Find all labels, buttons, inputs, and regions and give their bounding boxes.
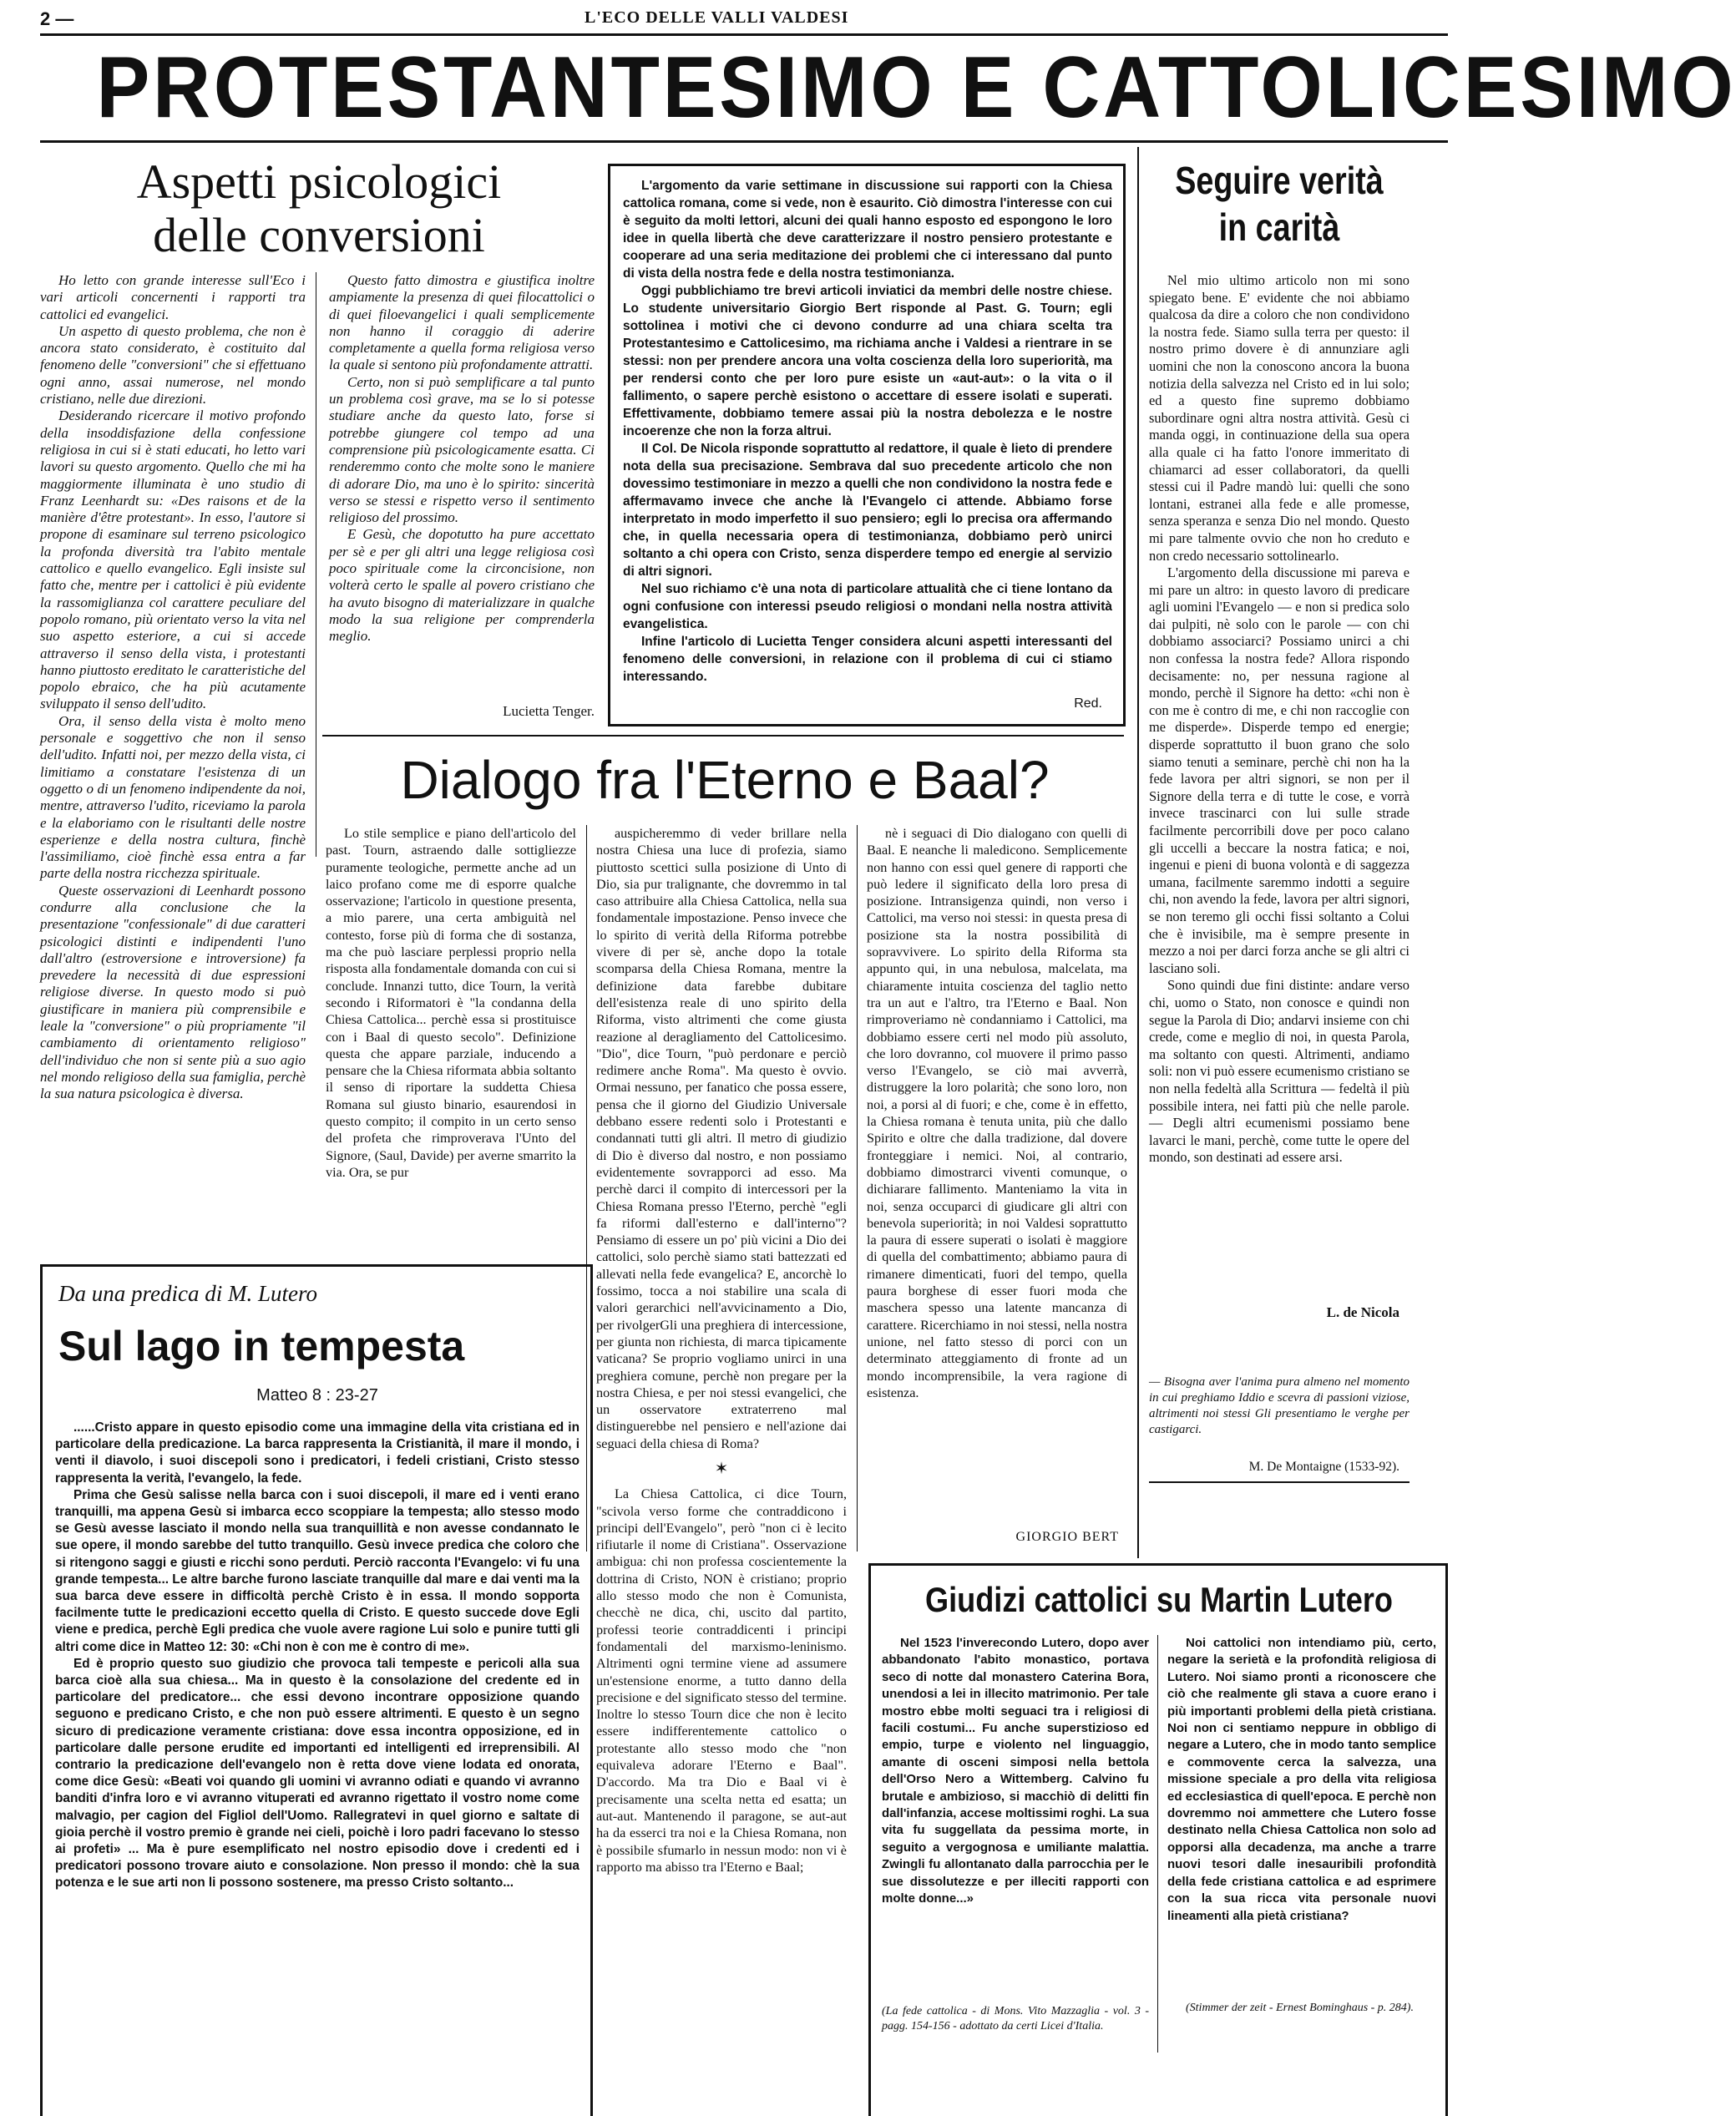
luther-title: Giudizi cattolici su Martin Lutero — [925, 1580, 1393, 1619]
paragraph: L'argomento della discussione mi pareva e mi pare un altro: in questo lavoro di predicare agli uomini l'Evangelo — e non si predica solo dai pulpiti, nè solo con le parole — con chi dobbiamo associarci? Possiamo unirci a chi non confessa la nostra fede? Allora rispondo decisamente: no, per nessuna ragione al mondo, perchè il Signore ha detto: «chi non è con me è contro di me, e chi non raccoglie con me disperde». Disperde tempo ed energie; disperde soprattutto il buon grano che solo siamo tenuti a seminare, perchè chi non ha la fede lavora per altri signori, se non per il Signore della terra e di tutte le cose, e vorrà invece trascinarci con lui sulle strade facilmente percorribili dove per poco calano gli uccelli a beccare la nostra fatica; e noi, ingenui e pieni di buona volontà e di saggezza umana, facilmente saremmo indotti a seguire chi, non avendo la fede, lavora per altri signori, se non teremo gli occhi fissi soltanto a Colui che è invisibile, ma è sempre presente in mezzo a noi per darci forza anche se gli altri ci lasciano soli. — [1149, 564, 1410, 976]
sermon-reference: Matteo 8 : 23-27 — [256, 1386, 378, 1405]
paragraph: Certo, non si può semplificare a tal punto un problema così grave, ma se lo si potesse studiare anche da questo lato, forse si potrebbe giungere col tempo ad una comprensione più psicologicamente esatta. Ci renderemmo conto che molte sono le maniere di adorare Dio, ma uno è lo spirito: sincerità verso se stessi e rispetto verso il sentimento religioso del prossimo. — [329, 373, 595, 526]
title-line-1: Seguire verità — [1175, 159, 1384, 202]
quote-rule — [1149, 1481, 1410, 1483]
paragraph: auspicheremmo di veder brillare nella nostra Chiesa una luce di profezia, siamo piuttosto scettici sulla posizione di Unto di Dio, sia pur tralignante, che dovremmo in tal caso attribuire alla Chiesa Cattolica, nella sua fondamentale impostazione. Penso invece che lo spirito di verità della Riforma potrebbe vivere di per sè, anche dopo la totale scomparsa della Chiesa Romana, mentre la definizione data farebbe dubitare dell'esistenza reale di uno spirito della Riforma, visto altrimenti che come giusta reazione al deragliamento del Cattolicesimo. "Dio", dice Tourn, "può perdonare e perciò redimere anche Roma". Ma questo è ovvio. Ormai nessuno, per fanatico che possa essere, pensa che il giorno del Giudizio Universale debbano essere redenti solo i Protestanti e condannati tutti gli altri. Il metro di giudizio di Dio è diverso dal nostro, e non possiamo evidentemente sovrapporci ad esso. Ma perchè darci il compito di intercessori per la Chiesa Romana presso l'Eterno, perchè "egli fa riformi dall'esterno e dall'interno"? Pensiamo di essere un po' più vicini a Dio dei cattolici, solo perchè siamo stati battezzati ed allevati nella fede evangelica? E, ancorchè lo fossimo, tocca a noi stabilire una scala di valori gerarchici nell'avvicinamento a Dio, per rivolgerGli una preghiera di intercessione, per giunta non richiesta, di marca tipicamente vaticana? Se proprio vogliamo unirci in una preghiera comune, perchè non pregare per la nostra Chiesa, e per noi stessi evangelici, che un osservatore extraterreno mal distinguerebbe nel pensiero e nell'azione dai seguaci della chiesa di Roma? — [596, 826, 847, 1451]
headline-rule — [40, 140, 1448, 143]
paragraph: Oggi pubblichiamo tre brevi articoli inviatici da membri delle nostre chiese. Lo studente universitario Giorgio Bert risponde al Past. G. Tourn; egli sottolinea i motivi che ci devono condurre ad una chiara scelta tra Protestantesimo e Cattolicesimo, ma richiama anche i Valdesi a rientrare in se stessi: non per prendere ancora una volta coscienza della loro superiorità, ma per rendersi conto che per loro pure esiste un «aut-aut»: o la vita o il fallimento, o sapere perchè esistono o accettare di essere isolati e superati. Effettivamente, dobbiamo temere assai più la nostra debolezza e le nostre incoerenze che non la forza altrui. — [623, 284, 1112, 438]
paragraph: Un aspetto di questo problema, che non è ancora stato considerato, è costituito dal fenomeno delle "conversioni" che si effettuano ogni anno, assai numerose, nel mondo cristiano, nelle due direzioni. — [40, 322, 306, 408]
page-number: 2 — — [40, 8, 74, 29]
sermon-title: Sul lago in tempesta — [58, 1323, 465, 1369]
paragraph: Sono quindi due fini distinte: andare verso chi, uomo o Stato, non conosce e quindi non segue la Parola di Dio; andarvi insieme con chi crede, come e meglio di noi, in questa Parola, ma soltanto con questi. Altrimenti, andiamo soli: non vi può essere ecumenismo cristiano se non nella fedeltà alla Scrittura — fedeltà il più possibile intera, nei fatti più che nelle parole. — Degli altri ecumenismi possiamo bene lavarci le mani, perchè, come tutte le opere del mondo, son destinati ad essere arsi. — [1149, 977, 1410, 1166]
article-psychology-title — [40, 155, 598, 262]
paragraph: Infine l'articolo di Lucietta Tenger considera alcuni aspetti interessanti del fenomeno delle conversioni, in relazione con il problema di cui ci stiamo interessando. — [623, 635, 1112, 684]
paragraph: Il Col. De Nicola risponde soprattutto al redattore, il quale è lieto di prendere nota della sua precisazione. Sembrava dal suo precedente articolo che non dovessimo testimoniare in mezzo a quelli che non condividono la nostra fede e affermavamo invece che anche là l'Evangelo ci attende. Abbiamo forse interpretato in modo imperfetto il suo pensiero; egli lo precisa ora affermando che, in quella necessaria opera di testimonianza, dobbiamo però unirci soltanto a chi opera con Cristo, senza disperdere tempo ed energie al servizio di altri signori. — [623, 442, 1112, 579]
luther-col1 — [882, 1635, 1149, 1999]
separator-asterisk: ✶ — [714, 1459, 729, 1478]
main-headline: PROTESTANTESIMO E CATTOLICESIMO — [96, 39, 1736, 136]
article-dialog-col3 — [867, 825, 1127, 1503]
column-divider — [1157, 1635, 1158, 2053]
paragraph: Questo fatto dimostra e giustifica inoltre ampiamente la presenza di quei filocattolici o di quei filoevangelici i quali semplicemente non hanno il coraggio di aderire completamente a quella forma religiosa verso la quale si sentono più profondamente attratti. — [329, 272, 595, 373]
article-truth-body — [1149, 272, 1410, 1298]
paragraph: nè i seguaci di Dio dialogano con quelli di Baal. E neanche li maledicono. Semplicemente non hanno con essi quel genere di rapporti che può ledere il significato della loro presa di posizione. Intransigenza quindi, non verso i Cattolici, ma verso noi stessi: in questa presa di posizione sta la nostra possibilità di sopravvivere. Lo spirito della Riforma sta appunto qui, in una nebulosa, malcelata, ma chiaramente intuita coscienza del taglio netto tra un aut e l'altro, tra l'Eterno e Baal. Non rimproveriamo nè condanniamo i Cattolici, ma dobbiamo essere certi nel modo più assoluto, che loro dovranno, col muovere il primo passo verso l'Evangelo, se ciò mai avverrà, distruggere la loro polarità; che sono loro, non noi, a porsi al di fuori; e che, come è in effetto, la Chiesa romana è tenuta unita, più che dallo Spirito e oltre che dalla tradizione, dal dovere fronteggiare i nemici. Noi, al contrario, dobbiamo dimostrarci viventi comunque, o dichiarare fallimento. Manteniamo la vita in noi, senza occuparci di giudicare gli altri con benevola superiorità; in noi Valdesi soprattutto la paura di essere superati o isolati è maggiore di quella del combattimento; abbiamo paura di rimanere dimenticati, fuori del tempo, quella paura borghese di esser fuori moda che maschera spesso una latente mancanza di carattere. Ricerchiamo in noi stessi, nella nostra unione, nel fatto stesso di porci con un determinato atteggiamento di fronte ad un mondo incomprensibile, la vera ragione di esistenza. — [867, 826, 1127, 1400]
paragraph: Nel 1523 l'inverecondo Lutero, dopo aver abbandonato l'abito monastico, portava seco di notte dal monastero Caterina Bora, unendosi a lei in illecito matrimonio. Per tale mostro ebbe molti seguaci tra i religiosi di facili costumi... Fu anche superstizioso ed empio, turpe e violento nel linguaggio, amante di osceni simposi nella bettola dell'Orso Nero a Wittemberg. Calvino fu brutale e ambizioso, si macchiò di delitti fin dall'infanzia, accese moltissimi roghi. La sua vita fu suggellata da pessima morte, in seguito a vergognosa e umiliante malattia. Zwingli fu allontanato dalla parrocchia per le sue dissolutezze e per illeciti rapporti con molte donne...» — [882, 1636, 1149, 1906]
paragraph: Noi cattolici non intendiamo più, certo, negare la serietà e la profondità religiosa di Lutero. Noi siamo pronti a riconoscere che ciò che realmente gli stava a cuore erano i più importanti problemi della pietà cristiana. Noi non ci sentiamo neppure in obbligo di negare a Lutero, che in modo tanto semplice e commovente cerca la salvezza, una missione speciale a pro della vita religiosa ed ecclesiastica di quell'epoca. E perchè non dovremmo noi ammettere che Lutero fosse destinato nella Chiesa Cattolica non solo ad opporsi alla decadenza, ma anche a trarre nuovi tesori dalle inesauribili profondità della fede cristiana cattolica e ad esprimere con la sua ricca vita personale nuovi lineamenti alla pietà cristiana? — [1167, 1636, 1436, 1923]
paragraph: L'argomento da varie settimane in discussione sui rapporti con la Chiesa cattolica romana, come si vede, non è esaurito. Ciò dimostra l'interesse con cui è seguito da molti lettori, alcuni dei quali hanno esposto ed espongono le loro idee in quella libertà che deve caratterizzare il nostro pensiero protestante e cooperare ad una seria meditazione dei problemi che ci interessano dal punto di vista della nostra fede e della nostra testimonianza. — [623, 179, 1112, 281]
paragraph: E Gesù, che dopotutto ha pure accettato per sè e per gli altri una legge religiosa così poco spirituale come la circoncisione, non volterà certo le spalle al povero cristiano che ha avuto bisogno di materializzare in qualche modo la sua religione per comprenderla meglio. — [329, 526, 595, 645]
article-truth — [1149, 147, 1410, 1558]
newspaper-title: L'ECO DELLE VALLI VALDESI — [585, 8, 849, 27]
article-dialog-col1 — [326, 825, 576, 1236]
section-rule — [322, 735, 1124, 737]
paragraph: Ed è proprio questo suo giudizio che provoca tali tempeste e pericoli alla sua barca cioè alla sua chiesa... Ma in questo è la consolazione del credente ed in particolare del predicatore... che essi devono incontrare opposizione quando seguono e predicano Cristo, e che non può essere altrimenti. E questo è un segno sicuro di predicazione veramente cristiana: dove essa incontra opposizione, ed in particolare dalle persone erudite ed importanti ed intelligenti ed irreprensibili. Al contrario la predicazione dell'evangelo non è retta dove viene lodata ed onorata, come dice Gesù: «Beati voi quando gli uomini vi avranno odiati e quando vi avranno banditi d'infra loro e vi avranno vituperati ed avranno rigettato il vostro nome come malvagio, per cagion del Figliol dell'Uomo. Rallegratevi in quel giorno e saltate di gioia perchè il vostro premio è grande nei cieli, poichè i loro padri facevano lo stesso ai profeti» ... Ma è pure esemplificato nel nostro episodio dove i credenti ed i predicatori possono trovare aiuto e consolazione. Non presso il mondo: chè la sua potenza e le sue arti non li possono sostenere, ma presso Cristo soltanto... — [55, 1656, 580, 1891]
title-line-2: in carità — [1218, 205, 1340, 249]
editorial-signature: Red. — [1074, 696, 1102, 711]
quote-author: M. De Montaigne (1533-92). — [1248, 1460, 1399, 1474]
paragraph: Nel mio ultimo articolo non mi sono spiegato bene. E' evidente che noi abbiamo qualcosa da dire a coloro che non condividono la nostra fede. Siamo sulla terra per questo: il nostro primo dovere è di annunziare agli uomini che non la conoscono ancora la buona notizia della salvezza nel Cristo ed in lui solo; ed a questo fine supremo dobbiamo subordinare ogni altra nostra attività. Gesù ci manda oggi, in continuazione della sua opera alla quale ci ha fatto l'onore immeritato di chiamarci ad esser collaboratori, da quelli stessi cui il Padre mandò lui: quelli che sono lontani, estranei alla fede e alle promesse, senza speranza e senza Dio nel mondo. Questo mi pare talmente ovvio che non ho creduto e non credo necessario sottolinearlo. — [1149, 272, 1410, 564]
luther-col2 — [1167, 1635, 1436, 1994]
paragraph: Ho letto con grande interesse sull'Eco i vari articoli concernenti i rapporti tra cattolici ed evangelici. — [40, 272, 306, 322]
paragraph: Lo stile semplice e piano dell'articolo del past. Tourn, astraendo dalle sottigliezze puramente teologiche, permette anche ad un laico profano come me di esporre qualche osservazione; l'articolo in questione presenta, a mio parere, una certa ambiguità nel contesto, forse più di forma che di sostanza, ma che può lasciare perplessi proprio nella risposta alla fondamentale domanda con cui si conclude. Innanzi tutto, dice Tourn, la verità secondo i Riformatori è "la condanna della Chiesa Cattolica... perchè essa si prostituisce con i Baal di questo secolo". Definizione questa che appare parziale, inducendo a pensare che la Chiesa riformata abbia soltanto il senso di riportare la suddetta Chiesa Romana sul giusto binario, esaurendosi in questo compito; il compito in un certo senso del profeta che rimproverava l'Unto del Signore, (Saul, Davide) per averne smarrito la via. Ora, se pur — [326, 826, 576, 1180]
article-truth-title — [1172, 157, 1386, 251]
title-line-1: Aspetti psicologici — [136, 154, 502, 209]
luther-col1-source: (La fede cattolica - di Mons. Vito Mazzaglia - vol. 3 - pagg. 154-156 - adottato da certi Licei d'Italia. — [882, 2005, 1149, 2032]
paragraph: Desiderando ricercare il motivo profondo della insoddisfazione della confessione religiosa in cui si è stati educati, ho letto vari lavori su questo argomento. Quello che mi ha maggiormente illuminata è uno studio di Franz Leenhardt su: «Des raisons et de la manière d'être protestant». In esso, l'autore si propone di esaminare sul terreno psicologico la profonda diversità tra l'abito mentale cattolico e quello evangelico. Egli insiste sul fatto che, mentre per i cattolici è più evidente la rassomiglianza col carattere peculiare del popolo romano, più orientato verso la vita nel suo aspetto esteriore, a cui si accede attraverso il senso della vista, i protestanti hanno piuttosto ereditato le caratteristiche del popolo ebraico, che ha più acutamente sviluppato il senso dell'udito. — [40, 408, 306, 712]
sermon-kicker: Da una predica di M. Lutero — [58, 1281, 317, 1306]
paragraph: Queste osservazioni di Leenhardt possono condurre alla conclusione che la presentazione "confessionale" di due caratteri psicologici distinti e indipendenti l'uno dall'altro (estroversione e introversione) fa prevedere la necessità di due espressioni religiose diverse. In questo modo si può giustificare in maniera più comprensibile e leale la "conversione" o più propriamente "il cambiamento di orientamento religioso" dell'individuo che non si sente più a suo agio nel mondo religioso della sua famiglia, perchè la sua natura psicologica è diversa. — [40, 882, 306, 1102]
luther-col2-source: (Stimmer der zeit - Ernest Bominghaus - p. 284). — [1186, 2002, 1414, 2014]
column-divider — [1137, 147, 1139, 1558]
article-psychology-col2 — [329, 272, 595, 706]
paragraph: Prima che Gesù salisse nella barca con i suoi discepoli, il mare ed i venti erano tranquilli, ma appena Gesù si imbarca ecco scoppiare la tempesta; allo stesso modo se Gesù avesse lasciato il mondo nella sua tranquillità e non avesse condannato le sue opere, il mondo sarebbe del tutto tranquillo. Gesù invece predica che coloro che si ritengono saggi e giusti e ricchi sono perduti. Perciò racconta l'Evangelo: vi fu una grande tempesta... Le altre barche furono lasciate tranquille dal mare e dai venti ma la sua barca deve essere in difficoltà perchè Cristo è in essa. Il mondo sopporta facilmente tutte le predicazioni eccetto quella di Cristo. E questo succede dove Egli viene e predica, perchè Egli predica che vuole avere ragione Lui solo e punire tutti gli altri come dice in Matteo 12: 30: «Chi non è con me è contro di me». — [55, 1487, 580, 1654]
montaigne-quote: — Bisogna aver l'anima pura almeno nel momento in cui preghiamo Iddio e scevra di passioni viziose, altrimenti noi stessi Gli presentiamo le verghe per castigarci. — [1149, 1375, 1410, 1436]
author-signature: GIORGIO BERT — [1015, 1530, 1119, 1544]
paragraph: ......Cristo appare in questo episodio come una immagine della vita cristiana ed in particolare della predicazione. La barca rappresenta la Cristianità, il mare il mondo, i venti il diavolo, i suoi discepoli sono i predicatori, i fedeli cristiani, Cristo stesso rappresenta la verità, l'evangelo, la fede. — [55, 1420, 580, 1486]
sermon-body — [55, 1420, 580, 2113]
editorial-text — [623, 177, 1112, 711]
author-signature: Lucietta Tenger. — [503, 703, 595, 719]
author-signature: L. de Nicola — [1326, 1304, 1399, 1320]
article-dialog-col2 — [596, 825, 847, 1875]
title-line-2: delle conversioni — [153, 208, 485, 262]
paragraph: Ora, il senso della vista è molto meno personale e soggettivo che non il senso dell'udito. Infatti noi, per mezzo della vista, ci limitiamo a constatare l'esistenza di un oggetto o di un fenomeno indipendente da noi, mentre, attraverso l'udito, riceviamo la parola e la elaboriamo con le risultanti delle nostre esperienze e della nostra cultura, finchè l'assimiliamo, cioè finchè essa entra a far parte della nostra ricchezza spirituale. — [40, 712, 306, 882]
article-dialog-title: Dialogo fra l'Eterno e Baal? — [400, 750, 1050, 810]
column-divider — [857, 825, 858, 1552]
paragraph: Nel suo richiamo c'è una nota di particolare attualità che ci tiene lontano da ogni confusione con interessi pseudo religiosi o mondani nella nostra attività evangelistica. — [623, 582, 1112, 631]
paragraph: La Chiesa Cattolica, ci dice Tourn, "scivola verso forme che contraddicono i principi dell'Evangelo", però "non ci è lecito rifiutarle il nome di Cristiana". Osservazione ambigua: chi non professa coscientemente la dottrina di Cristo, NON è cristiano; proprio allo stesso modo che non è Comunista, checchè ne dica, chi, uscito dal partito, professi teorie contraddicenti i principi fondamentali del marxismo-leninismo. Altrimenti ogni termine viene ad assumere un'estensione enorme, a tutto danno della precisione e del significato stesso del termine. Inoltre lo stesso Tourn dice che non è lecito essere indifferentemente cattolico o protestante allo stesso modo che "non equivaleva adorare l'Eterno e Baal". D'accordo. Ma tra Dio e Baal vi è precisamente una scelta netta ed esatta; un aut-aut. Mantenendo il paragone, se aut-aut ha da esserci tra noi e la Chiesa Romana, non è possibile sfumarlo in nessun modo: non vi è rapporto ma abisso tra l'Eterno e Baal; — [596, 1486, 847, 1875]
article-psychology-col1 — [40, 272, 306, 1233]
header-rule — [40, 33, 1448, 36]
